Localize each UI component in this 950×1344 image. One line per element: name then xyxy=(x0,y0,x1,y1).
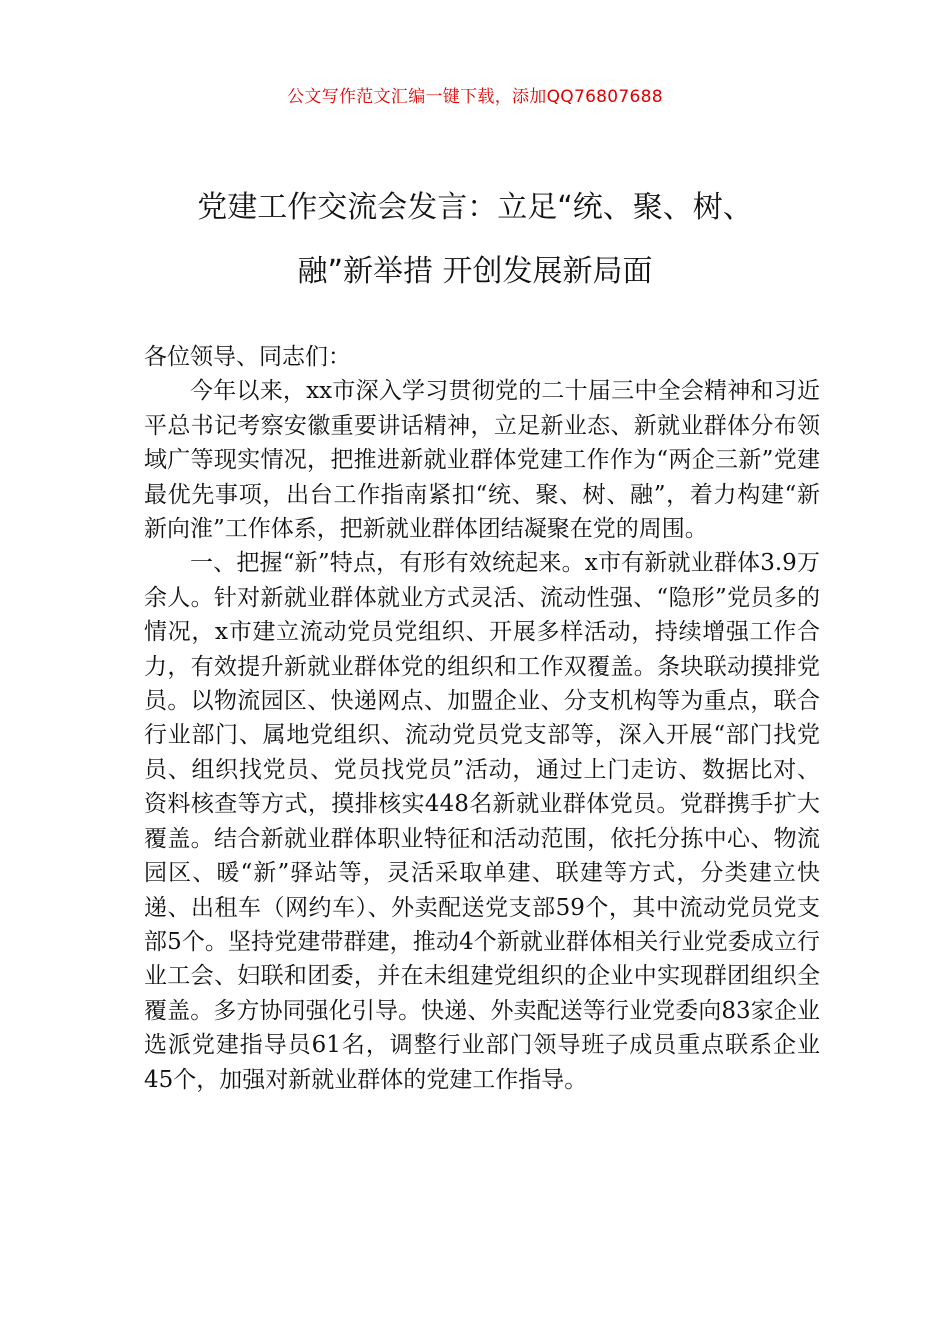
salutation: 各位领导、同志们： xyxy=(144,344,351,370)
title-line-2: 融”新举措 开创发展新局面 xyxy=(297,254,653,289)
title-line-1: 党建工作交流会发言：立足“统、聚、树、 xyxy=(197,190,753,225)
paragraph-section-1: 一、把握“新”特点，有形有效统起来。x市有新就业群体3.9万余人。针对新就业群体就业方式灵活、流动性强、“隐形”党员多的情况，x市建立流动党员党组织、开展多样活动，持续增强工作合力，有效提升新就业群体党的组织和工作双覆盖。条块联动摸排党员。以物流园区、快递网点、加盟企业、分支机构等为重点，联合行业部门、属地党组织、流动党员党支部等，深入开展“部门找党员、组织找党员、党员找党员”活动，通过上门走访、数据比对、资料核查等方式，摸排核实448名新就业群体党员。党群携手扩大覆盖。结合新就业群体职业特征和活动范围，依托分拣中心、物流园区、暖“新”驿站等，灵活采取单建、联建等方式，分类建立快递、出租车（网约车）、外卖配送党支部59个，其中流动党员党支部5个。坚持党建带群建，推动4个新就业群体相关行业党委成立行业工会、妇联和团委，并在未组建党组织的企业中实现群团组织全覆盖。多方协同强化引导。快递、外卖配送等行业党委向83家企业选派党建指导员61名，调整行业部门领导班子成员重点联系企业45个，加强对新就业群体的党建工作指导。 xyxy=(144,550,820,1093)
document-title xyxy=(100,176,850,304)
promo-banner: 公文写作范文汇编一键下载，添加QQ76807688 xyxy=(287,87,663,107)
document-body xyxy=(144,340,820,1097)
paragraph-intro: 今年以来，xx市深入学习贯彻党的二十届三中全会精神和习近平总书记考察安徽重要讲话精神，立足新业态、新就业群体分布领域广等现实情况，把推进新就业群体党建工作作为“两企三新”党建最优先事项，出台工作指南紧扣“统、聚、树、融”，着力构建“新新向淮”工作体系，把新就业群体团结凝聚在党的周围。 xyxy=(144,378,820,543)
